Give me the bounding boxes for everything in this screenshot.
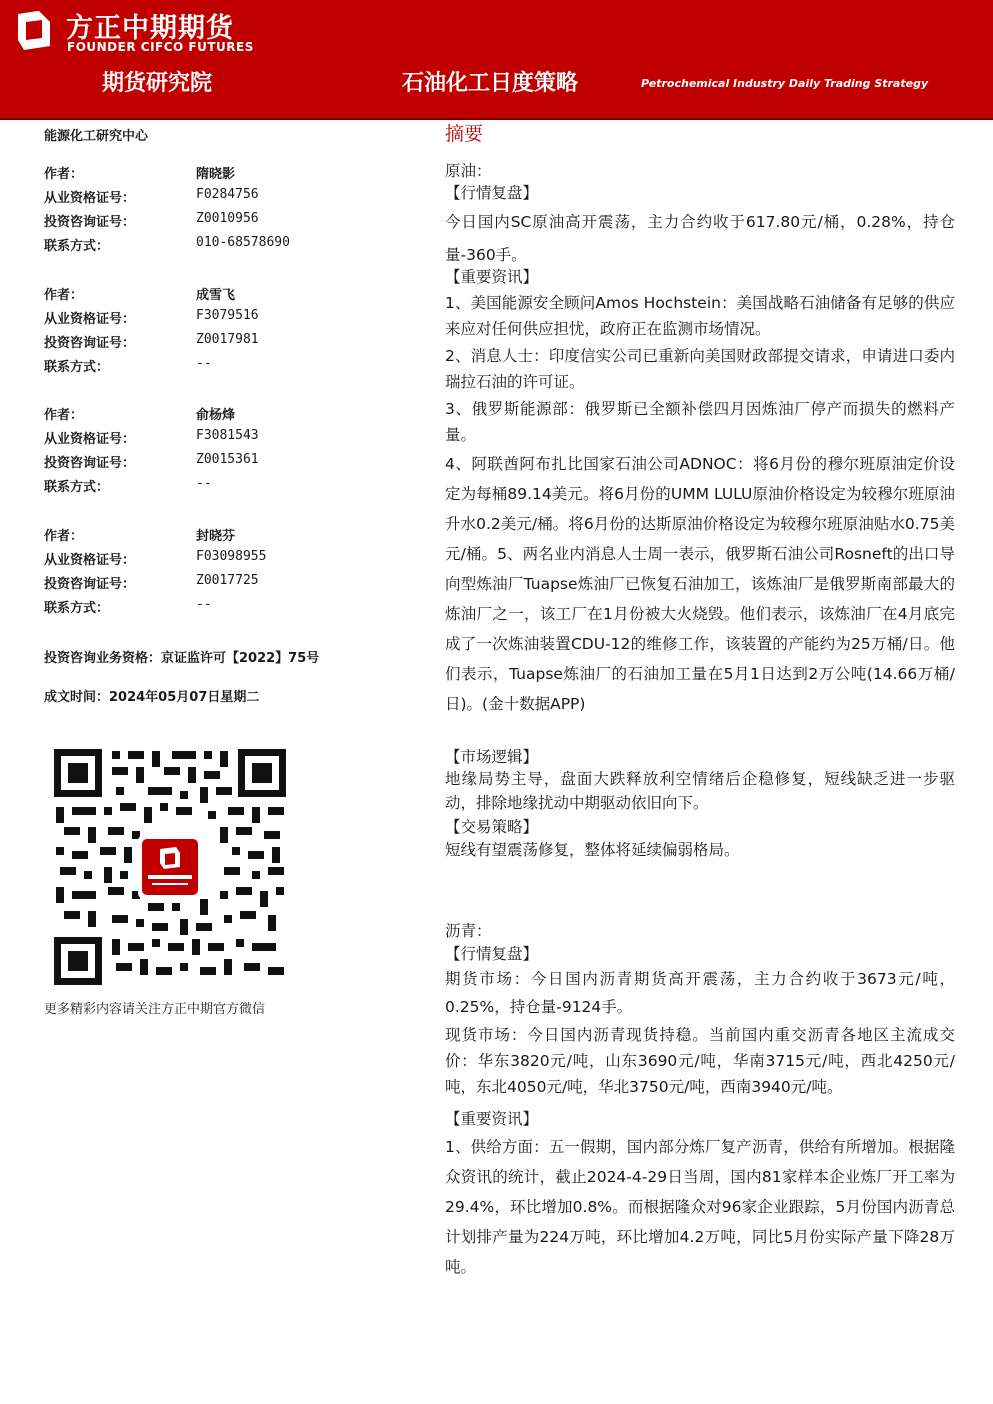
founder-logo-icon (14, 8, 54, 52)
oil-logic-text: 地缘局势主导，盘面大跌释放利空情绪后企稳修复，短线缺乏进一步驱动，排除地缘扰动中期驱动依旧向下。 (445, 770, 955, 812)
summary-title: 摘要 (445, 123, 484, 145)
advisor-label: 投资咨询证号： (44, 456, 136, 471)
business-qualification: 投资咨询业务资格：京证监许可【2022】75号 (44, 651, 320, 666)
oil-news-1: 1、美国能源安全顾问Amos Hochstein：美国战略石油储备有足够的供应来应对任何供应担忧，政府正在监测市场情况。 (445, 294, 955, 338)
advisor-number: Z0017725 (196, 573, 259, 588)
header-divider (0, 118, 993, 120)
oil-review-text: 今日国内SC原油高开震荡，主力合约收于617.80元/桶，0.28%，持仓量-360手。 (445, 213, 955, 264)
oil-news-3: 3、俄罗斯能源部：俄罗斯已全额补偿四月因炼油厂停产而损失的燃料产量。 (445, 400, 955, 444)
department-name: 期货研究院 (102, 71, 213, 96)
author-name: 封晓芬 (196, 529, 236, 544)
oil-news-4: 4、阿联酋阿布扎比国家石油公司ADNOC：将6月份的穆尔班原油定价设定为每桶89.14美元。将6月份的UMM LULU原油价格设定为较穆尔班原油升水0.2美元/桶。将6月份的达斯原油价格设定为较穆尔班原油贴水0.75美元/桶。5、两名业内消息人士周一表示，俄罗斯石油公司Rosneft的出口导向型炼油厂Tuapse炼油厂已恢复石油加工，该炼油厂是俄罗斯南部最大的炼油厂之一，该工厂在1月份被大火烧毁。他们表示，该炼油厂在4月底完成了一次炼油装置CDU-12的维修工作，该装置的产能约为25万桶/日。他们表示，Tuapse炼油厂的石油加工量在5月1日达到2万公吨(14.66万桶/日)。(金十数据APP) (445, 455, 955, 713)
author-name: 隋晓影 (196, 167, 236, 182)
contact-label: 联系方式： (44, 480, 110, 495)
oil-review-heading: 【行情复盘】 (445, 184, 539, 202)
author-name: 成雪飞 (196, 288, 236, 303)
report-date: 成文时间：2024年05月07日星期二 (44, 690, 260, 705)
advisor-label: 投资咨询证号： (44, 215, 136, 230)
author-label: 作者： (44, 288, 84, 303)
author-label: 作者： (44, 408, 84, 423)
cert-label: 从业资格证号： (44, 432, 136, 447)
cert-number: F03098955 (196, 549, 267, 564)
contact-value: -- (196, 356, 212, 371)
oil-logic-heading: 【市场逻辑】 (445, 748, 539, 766)
contact-label: 联系方式： (44, 360, 110, 375)
research-center: 能源化工研究中心 (44, 129, 149, 144)
asphalt-spot-text: 现货市场：今日国内沥青现货持稳。当前国内重交沥青各地区主流成交价：华东3820元/吨，山东3690元/吨，华南3715元/吨，西北4250元/吨，东北4050元/吨，华北3750元/吨，西南3940元/吨。 (445, 1026, 955, 1096)
asphalt-label: 沥青： (445, 922, 492, 940)
advisor-number: Z0017981 (196, 332, 259, 347)
contact-value: -- (196, 476, 212, 491)
contact-label: 联系方式： (44, 601, 110, 616)
cert-label: 从业资格证号： (44, 312, 136, 327)
cert-number: F3079516 (196, 308, 259, 323)
report-title: 石油化工日度策略 (402, 71, 579, 96)
oil-strategy-heading: 【交易策略】 (445, 818, 539, 836)
author-label: 作者： (44, 167, 84, 182)
asphalt-futures-text: 期货市场：今日国内沥青期货高开震荡，主力合约收于3673元/吨，0.25%，持仓量-9124手。 (445, 970, 955, 1016)
wechat-qr-code-icon[interactable] (52, 747, 288, 987)
report-header (0, 0, 993, 118)
cert-number: F0284756 (196, 187, 259, 202)
oil-news-heading: 【重要资讯】 (445, 268, 539, 286)
contact-value: 010-68578690 (196, 235, 290, 250)
crude-oil-label: 原油： (445, 162, 492, 180)
cert-label: 从业资格证号： (44, 191, 136, 206)
asphalt-news-heading: 【重要资讯】 (445, 1110, 539, 1128)
cert-number: F3081543 (196, 428, 259, 443)
company-name-cn: 方正中期期货 (66, 13, 234, 44)
author-name: 俞杨烽 (196, 408, 236, 423)
advisor-number: Z0015361 (196, 452, 259, 467)
asphalt-news-1: 1、供给方面：五一假期，国内部分炼厂复产沥青，供给有所增加。根据隆众资讯的统计，截止2024-4-29日当周，国内81家样本企业炼厂开工率为29.4%，环比增加0.8%。而根据隆众对96家企业跟踪，5月份国内沥青总计划排产量为224万吨，环比增加4.2万吨，同比5月份实际产量下降28万吨。 (445, 1138, 955, 1276)
cert-label: 从业资格证号： (44, 553, 136, 568)
oil-strategy-text: 短线有望震荡修复，整体将延续偏弱格局。 (445, 841, 740, 859)
report-title-en: Petrochemical Industry Daily Trading Strategy (641, 77, 929, 90)
advisor-number: Z0010956 (196, 211, 259, 226)
asphalt-review-heading: 【行情复盘】 (445, 945, 539, 963)
contact-value: -- (196, 597, 212, 612)
advisor-label: 投资咨询证号： (44, 577, 136, 592)
advisor-label: 投资咨询证号： (44, 336, 136, 351)
qr-caption: 更多精彩内容请关注方正中期官方微信 (44, 1002, 266, 1017)
author-label: 作者： (44, 529, 84, 544)
oil-news-2: 2、消息人士：印度信实公司已重新向美国财政部提交请求，申请进口委内瑞拉石油的许可证。 (445, 347, 955, 391)
company-name-en: FOUNDER CIFCO FUTURES (67, 40, 254, 54)
contact-label: 联系方式： (44, 239, 110, 254)
